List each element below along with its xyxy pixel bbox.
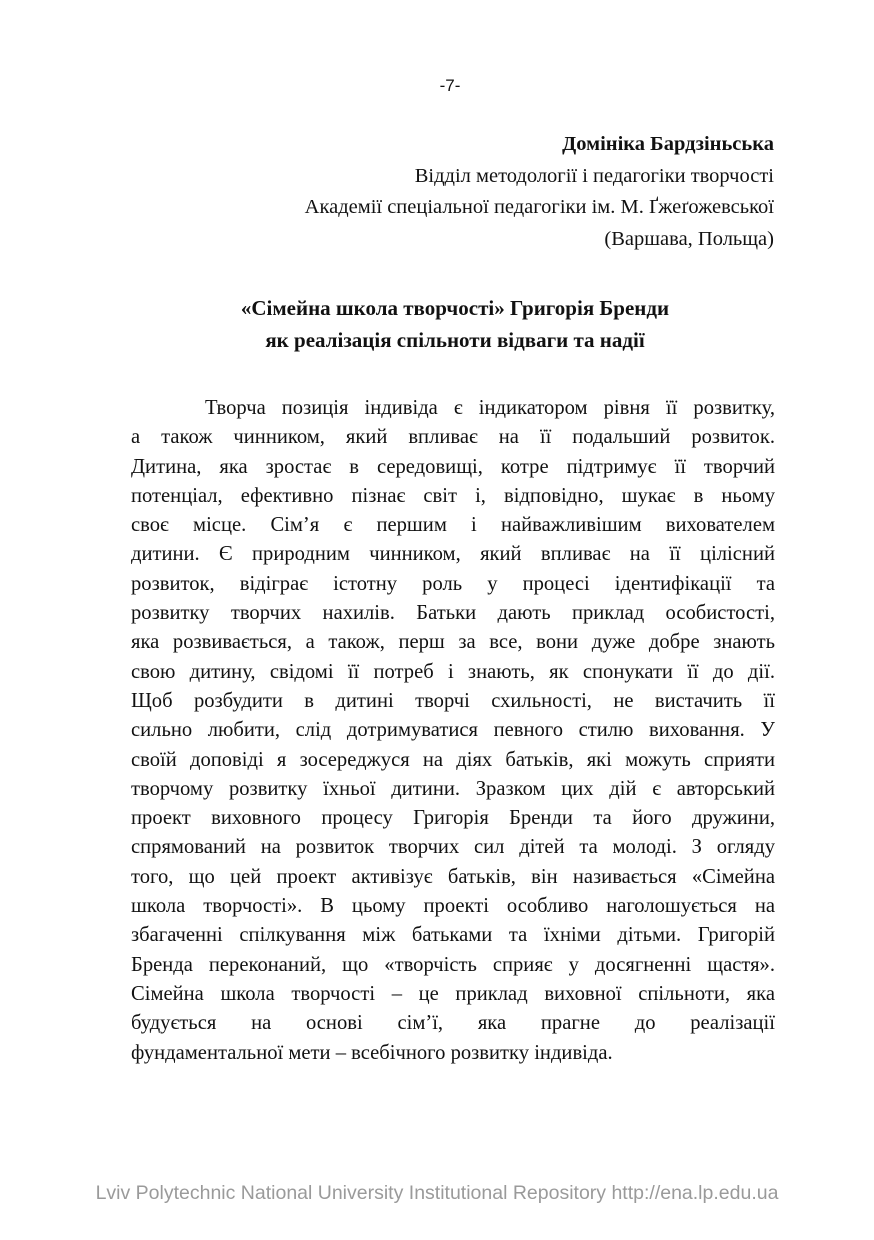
- body-line: свою дитину, свідомі її потреб і знають, як спонукати її до дії.: [131, 660, 775, 683]
- body-line: яка розвивається, а також, перш за все, вони дуже добре знають: [131, 631, 775, 654]
- body-line: потенціал, ефективно пізнає світ і, відповідно, шукає в ньому: [131, 484, 775, 507]
- body-line: фундаментальної мети – всебічного розвитку індивіда.: [131, 1041, 613, 1064]
- affiliation-line: (Варшава, Польща): [604, 227, 774, 250]
- body-line: своїй доповіді я зосереджуся на діях батьків, які можуть сприяти: [131, 748, 775, 771]
- body-line: будується на основі сім’ї, яка прагне до реалізації: [131, 1012, 775, 1035]
- article-title: [0, 292, 874, 356]
- body-line: Сімейна школа творчості – це приклад виховної спільноти, яка: [131, 982, 775, 1005]
- body-line: Творча позиція індивіда є індикатором рівня її розвитку,: [205, 397, 775, 419]
- body-line: школа творчості». В цьому проекті особливо наголошується на: [131, 895, 775, 918]
- author-name: Домініка Бардзіньська: [562, 133, 774, 155]
- repository-footer: Lviv Polytechnic National University Institutional Repository http://ena.lp.edu.ua: [95, 1182, 779, 1204]
- affiliation-line: Академії спеціальної педагогіки ім. М. Ґжеґожевської: [304, 196, 774, 218]
- body-line: того, що цей проект активізує батьків, він називається «Сімейна: [131, 865, 775, 888]
- body-line: проект виховного процесу Григорія Бренди та його дружини,: [131, 807, 775, 830]
- body-line: а також чинником, який впливає на її подальший розвиток.: [131, 426, 775, 449]
- body-line: розвиток, відіграє істотну роль у процесі ідентифікації та: [131, 572, 775, 595]
- body-paragraph: [131, 394, 775, 1068]
- body-line: творчому розвитку їхньої дитини. Зразком цих дій є авторський: [131, 777, 775, 800]
- affiliation-line: Відділ методології і педагогіки творчості: [414, 164, 774, 187]
- page-number: -7-: [439, 76, 461, 95]
- title-line: як реалізація спільноти відваги та надії: [265, 328, 645, 352]
- author-block: [154, 129, 774, 255]
- body-line: Щоб розбудити в дитині творчі схильності, не вистачить її: [131, 689, 775, 712]
- body-line: сильно любити, слід дотримуватися певного стилю виховання. У: [131, 719, 775, 742]
- body-line: своє місце. Сім’я є першим і найважливішим вихователем: [131, 514, 775, 537]
- body-line: Дитина, яка зростає в середовищі, котре підтримує її творчий: [131, 455, 775, 478]
- body-line: дитини. Є природним чинником, який впливає на її цілісний: [131, 543, 775, 566]
- body-line: розвитку творчих нахилів. Батьки дають приклад особистості,: [131, 602, 775, 625]
- title-line: «Сімейна школа творчості» Григорія Бренди: [240, 296, 670, 320]
- body-line: збагаченні спілкування між батьками та їхніми дітьми. Григорій: [131, 924, 775, 947]
- body-line: спрямований на розвиток творчих сил дітей та молоді. З огляду: [131, 836, 775, 859]
- body-line: Бренда переконаний, що «творчість сприяє у досягненні щастя».: [131, 953, 775, 976]
